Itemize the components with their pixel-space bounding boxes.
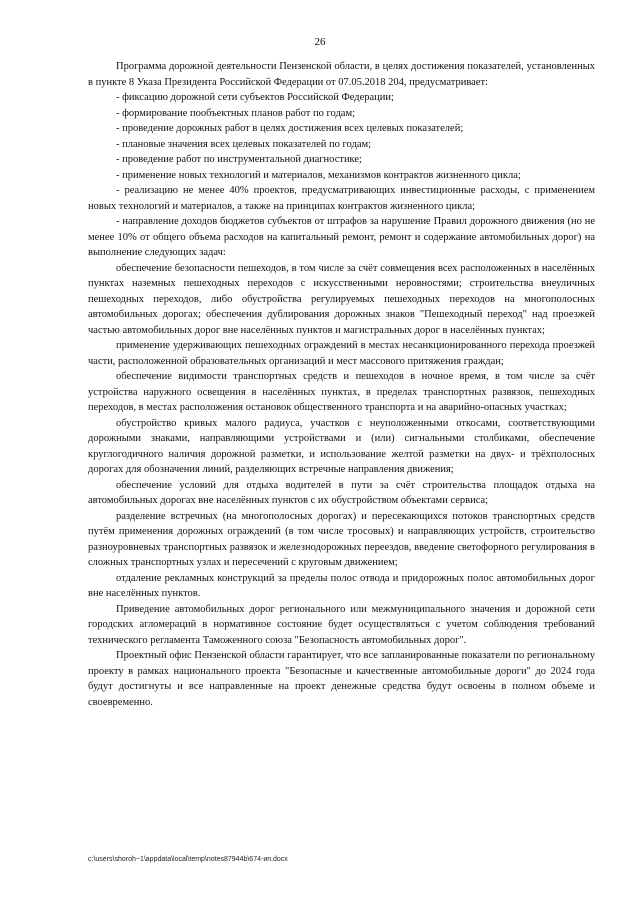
footer-file-path: c:\users\shoroh~1\appdata\local\temp\notes87944b\674-ип.docx [88, 856, 288, 863]
paragraph: разделение встречных (на многополосных дорогах) и пересекающихся потоков транспортных средств путём применения дорожных ограждений (в том числе тросовых) и направляющих устройств, строительство разноуровневых транспортных развязок и железнодорожных переездов, введение светофорного регулирования в сложных транспортных узлах и пересечений с круговым движением; [88, 510, 595, 568]
paragraph: - проведение работ по инструментальной диагностике; [116, 154, 362, 165]
paragraph: - применение новых технологий и материалов, механизмов контрактов жизненного цикла; [116, 169, 521, 181]
page-number: 26 [314, 36, 326, 48]
paragraph: отдаление рекламных конструкций за пределы полос отвода и придорожных полос автомобильных дорог вне населённых пунктов. [88, 572, 595, 599]
paragraph: применение удерживающих пешеходных ограждений в местах несанкционированного перехода проезжей части, расположенной образовательных организаций и мест массового притяжения граждан; [88, 340, 595, 367]
paragraph: обустройство кривых малого радиуса, участков с неуположенными откосами, соответствующими дорожными знаками, направляющими устройствами и (или) сигнальными столбиками, обеспечение круглогодичного наличия дорожной разметки, и использование желтой разметки на двух- и трёхполосных дорогах для обозначения линий, разделяющих встречные направления движения; [88, 417, 595, 475]
paragraph: Проектный офис Пензенской области гарантирует, что все запланированные показатели по региональному проекту в рамках национального проекта "Безопасные и качественные автомобильные дороги" до 2024 года будут достигнуты и все направленные на проект денежные средства будут освоены в полном объеме и своевременно. [88, 650, 595, 708]
paragraph: Приведение автомобильных дорог регионального или межмуниципального значения и дорожной сети городских агломераций в нормативное состояние будет осуществляться с учетом соблюдения требований технического регламента Таможенного союза "Безопасность автомобильных дорог". [88, 603, 595, 646]
paragraph: - проведение дорожных работ в целях достижения всех целевых показателей; [116, 123, 464, 134]
paragraph: - направление доходов бюджетов субъектов от штрафов за нарушение Правил дорожного движения (но не менее 10% от общего объема расходов на капитальный ремонт, ремонт и содержание автомобильных дорог) на выполнение следующих задач: [88, 216, 595, 258]
paragraph: обеспечение условий для отдыха водителей в пути за счёт строительства площадок отдыха на автомобильных дорогах вне населённых пунктов с их обустройством объектами сервиса; [88, 479, 595, 506]
paragraph: обеспечение видимости транспортных средств и пешеходов в ночное время, в том числе за счёт устройства наружного освещения в населённых пунктах, в пределах транспортных развязок, пешеходных переходов, в местах расположения остановок общественного транспорта и на аварийно-опасных участках; [88, 371, 595, 413]
paragraph: - формирование пообъектных планов работ по годам; [116, 107, 356, 119]
paragraph: - плановые значения всех целевых показателей по годам; [116, 138, 372, 150]
paragraph: обеспечение безопасности пешеходов, в том числе за счёт совмещения всех расположенных в населённых пунктах наземных пешеходных переходов с искусственными неровностями; строительства внеуличных пешеходных переходов, либо обустройства регулируемых пешеходных переходов на многополосных автомобильных дорогах; обеспечения дублирования дорожных знаков "Пешеходный переход" над проезжей частью автомобильных дорог вне населённых пунктов и магистральных дорог в населённых пунктах; [88, 262, 595, 336]
document-body [88, 59, 595, 710]
paragraph: - фиксацию дорожной сети субъектов Российской Федерации; [116, 92, 394, 103]
paragraph: Программа дорожной деятельности Пензенской области, в целях достижения показателей, установленных в пункте 8 Указа Президента Российской Федерации от 07.05.2018 204, предусматривает: [88, 61, 595, 88]
paragraph: - реализацию не менее 40% проектов, предусматривающих инвестиционные расходы, с применением новых технологий и материалов, а также на принципах контрактов жизненного цикла; [88, 185, 595, 212]
